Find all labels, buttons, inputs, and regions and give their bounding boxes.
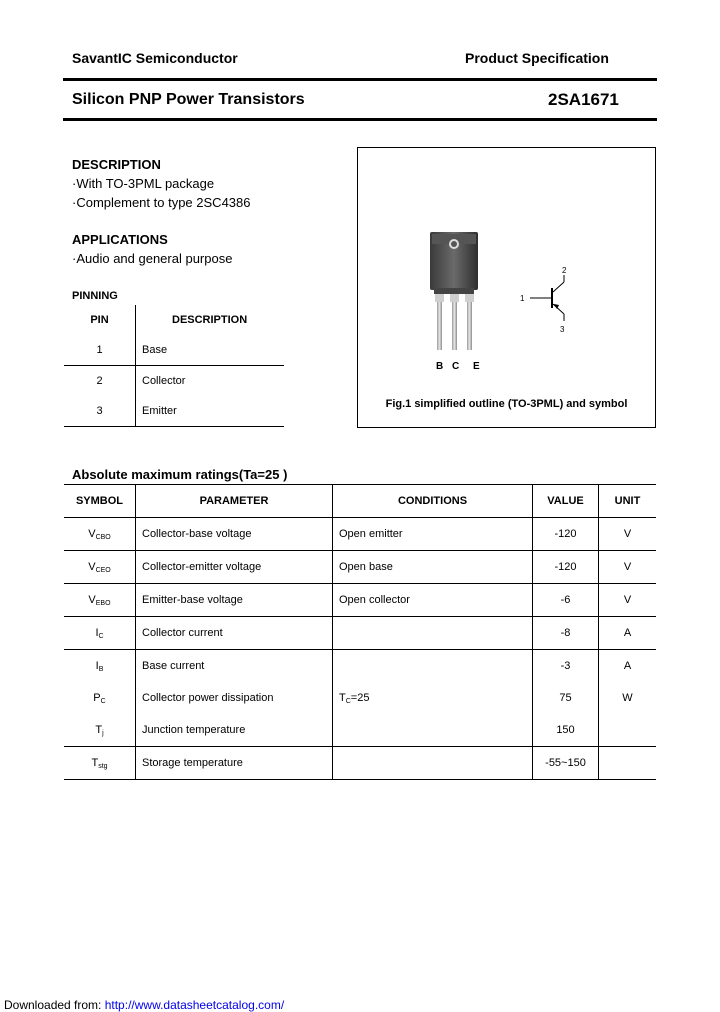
value-header: VALUE <box>533 485 599 518</box>
symbol-header: SYMBOL <box>64 485 136 518</box>
pin-number: 2 <box>64 366 136 397</box>
unit-cell: V <box>599 584 657 617</box>
footer-prefix: Downloaded from: <box>4 998 105 1012</box>
value-cell: -55~150 <box>533 747 599 780</box>
unit-cell: V <box>599 518 657 551</box>
pnp-transistor-symbol-icon <box>530 275 564 321</box>
unit-cell: A <box>599 617 657 650</box>
pin-letter-c: C <box>452 361 460 372</box>
symbol-cell: $V_{CEO}$ <box>64 551 136 584</box>
figure-caption: Fig.1 simplified outline (TO-3PML) and symbol <box>385 398 628 410</box>
unit-cell <box>599 714 657 747</box>
transistor-outline-image <box>358 148 655 388</box>
value-cell: -3 <box>533 650 599 683</box>
table-row <box>64 682 656 714</box>
value-cell: 75 <box>533 682 599 714</box>
pinning-table <box>64 305 284 427</box>
table-row <box>64 551 656 584</box>
symbol-cell: $T_j$ <box>64 714 136 747</box>
table-row <box>64 747 656 780</box>
unit-cell: W <box>622 692 633 704</box>
description-item: ·Complement to type 2SC4386 <box>72 195 251 210</box>
symbol-label-2: 2 <box>562 266 567 275</box>
ratings-table <box>64 484 656 780</box>
symbol-cell: $I_C$ <box>64 617 136 650</box>
conditions-cell: $T_C=25$ <box>333 682 533 714</box>
symbol-cell: $P_C$ <box>64 682 136 714</box>
parameter-cell: Collector-base voltage <box>136 518 333 551</box>
download-footer <box>4 998 284 1012</box>
value-cell: -6 <box>533 584 599 617</box>
company-name: SavantIC Semiconductor <box>72 50 238 66</box>
value-cell: 150 <box>533 714 599 747</box>
unit-cell: V <box>599 551 657 584</box>
doc-type: Product Specification <box>465 50 609 66</box>
table-row <box>64 650 656 683</box>
parameter-cell: Collector current <box>136 617 333 650</box>
conditions-cell <box>333 714 533 747</box>
conditions-cell: Open collector <box>333 584 533 617</box>
pin-number: 3 <box>64 396 136 427</box>
pin-letter-e: E <box>473 361 480 372</box>
pin-description: Collector <box>142 375 186 387</box>
pin-letter-b: B <box>436 361 444 372</box>
ratings-title: Absolute maximum ratings(Ta=25 ) <box>72 467 288 482</box>
unit-cell <box>599 747 657 780</box>
symbol-cell: $I_B$ <box>64 650 136 683</box>
product-subtitle: Silicon PNP Power Transistors <box>72 91 305 108</box>
pin-number: 1 <box>64 335 136 366</box>
unit-cell: A <box>623 660 632 672</box>
value-cell: -120 <box>533 551 599 584</box>
parameter-header: PARAMETER <box>136 485 333 518</box>
conditions-header: CONDITIONS <box>333 485 533 518</box>
parameter-cell: Storage temperature <box>136 747 333 780</box>
table-row <box>64 584 656 617</box>
description-title: DESCRIPTION <box>72 157 161 172</box>
value-cell: -120 <box>533 518 599 551</box>
pin-desc-header: DESCRIPTION <box>172 314 248 326</box>
part-number: 2SA1671 <box>548 90 619 109</box>
symbol-cell: $V_{EBO}$ <box>64 584 136 617</box>
conditions-cell <box>333 747 533 780</box>
table-row <box>64 617 656 650</box>
value-cell: -8 <box>533 617 599 650</box>
symbol-cell: $V_{CBO}$ <box>64 518 136 551</box>
pin-header: PIN <box>64 305 136 335</box>
table-row <box>64 714 656 747</box>
parameter-cell: Emitter-base voltage <box>136 584 333 617</box>
conditions-cell: Open emitter <box>333 518 533 551</box>
header-rule-top <box>63 78 657 81</box>
conditions-cell <box>333 650 533 683</box>
parameter-cell: Junction temperature <box>136 714 333 747</box>
symbol-cell: $T_{stg}$ <box>64 747 136 780</box>
conditions-cell: Open base <box>333 551 533 584</box>
pinning-title: PINNING <box>72 290 118 302</box>
pin-description: Base <box>136 335 285 366</box>
pin-description: Emitter <box>136 396 285 427</box>
applications-title: APPLICATIONS <box>72 232 168 247</box>
conditions-cell <box>333 617 533 650</box>
description-item: ·With TO-3PML package <box>72 176 215 191</box>
unit-header: UNIT <box>599 485 657 518</box>
parameter-cell: Collector power dissipation <box>136 682 333 714</box>
applications-item: ·Audio and general purpose <box>72 251 233 266</box>
parameter-cell: Base current <box>136 650 333 683</box>
parameter-cell: Collector-emitter voltage <box>136 551 333 584</box>
symbol-label-3: 3 <box>560 325 565 334</box>
symbol-label-1: 1 <box>520 294 525 303</box>
header-rule-bottom <box>63 118 657 121</box>
table-row <box>64 518 656 551</box>
footer-link[interactable]: http://www.datasheetcatalog.com/ <box>104 998 285 1012</box>
